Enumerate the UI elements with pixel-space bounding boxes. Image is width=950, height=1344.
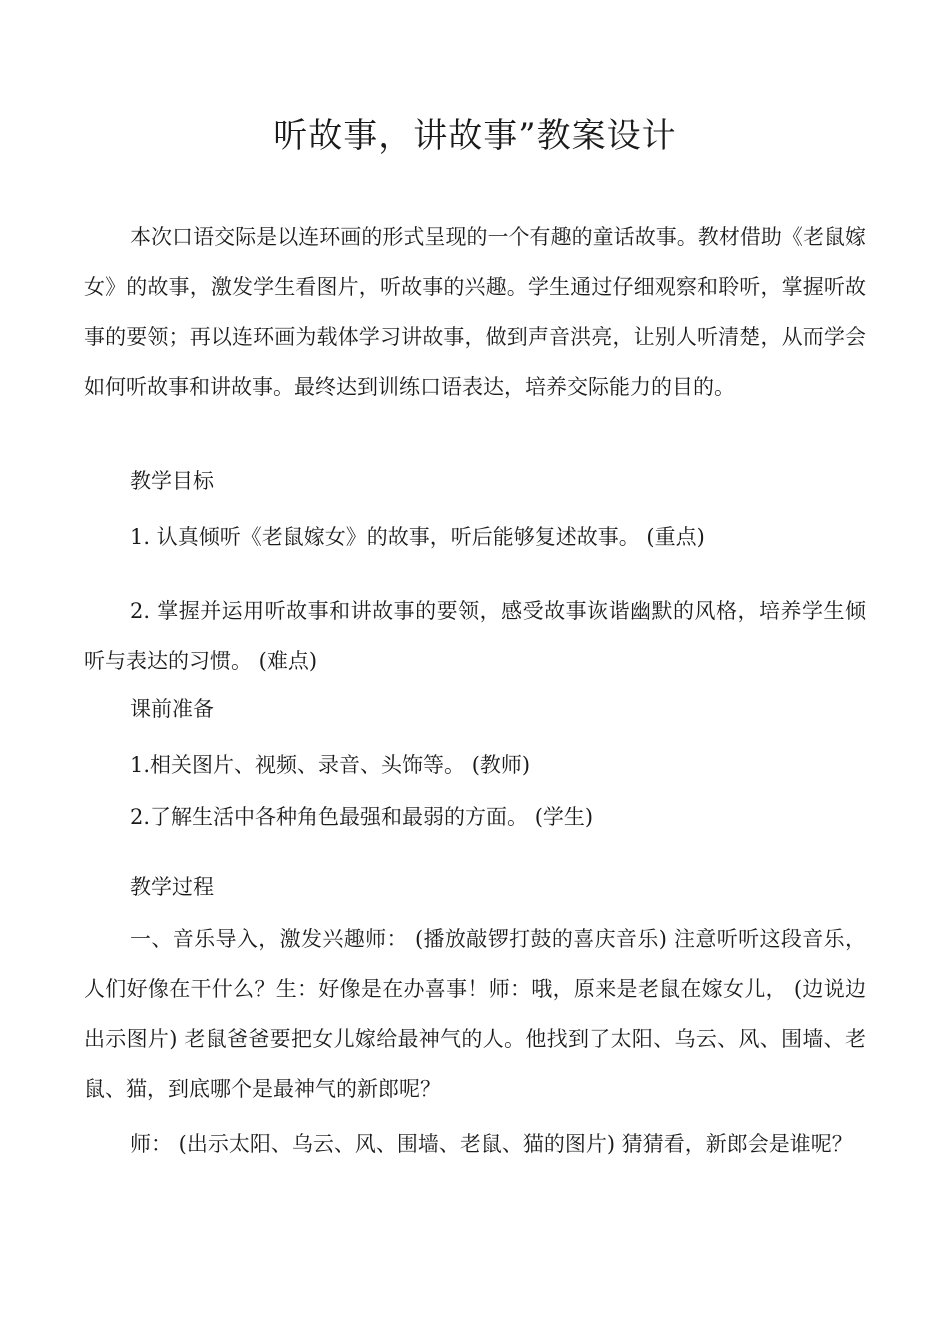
prep-heading: 课前准备 xyxy=(130,697,214,721)
process-heading: 教学过程 xyxy=(130,875,214,899)
intro-paragraph: 本次口语交际是以连环画的形式呈现的一个有趣的童话故事。教材借助《老鼠嫁女》的故事，激发学生看图片，听故事的兴趣。学生通过仔细观察和聆听，掌握听故事的要领；再以连环画为载体学习讲故事，做到声音洪亮，让别人听清楚，从而学会如何听故事和讲故事。最终达到训练口语表达，培养交际能力的目的。 xyxy=(84,225,866,399)
prep-item-1: 1.相关图片、视频、录音、头饰等。 (教师) xyxy=(130,753,531,777)
goal-item-2: 2. 掌握并运用听故事和讲故事的要领，感受故事诙谐幽默的风格，培养学生倾听与表达的习惯。 (难点) xyxy=(84,599,866,673)
goal-item-1: 1. 认真倾听《老鼠嫁女》的故事，听后能够复述故事。 (重点) xyxy=(130,525,705,549)
process-paragraph-1: 一、音乐导入，激发兴趣师： (播放敲锣打鼓的喜庆音乐) 注意听听这段音乐，人们好像在干什么？生：好像是在办喜事！师：哦，原来是老鼠在嫁女儿， (边说边出示图片) 老鼠爸爸要把女儿嫁给最神气的人。他找到了太阳、乌云、风、围墙、老鼠、猫，到底哪个是最神气的新郎呢？ xyxy=(84,927,866,1101)
goals-heading: 教学目标 xyxy=(130,469,214,493)
prep-item-2: 2.了解生活中各种角色最强和最弱的方面。 (学生) xyxy=(130,805,594,829)
document-title: 听故事，讲故事”教案设计 xyxy=(273,116,677,156)
process-paragraph-2: 师： (出示太阳、乌云、风、围墙、老鼠、猫的图片) 猜猜看，新郎会是谁呢？ xyxy=(130,1132,853,1156)
